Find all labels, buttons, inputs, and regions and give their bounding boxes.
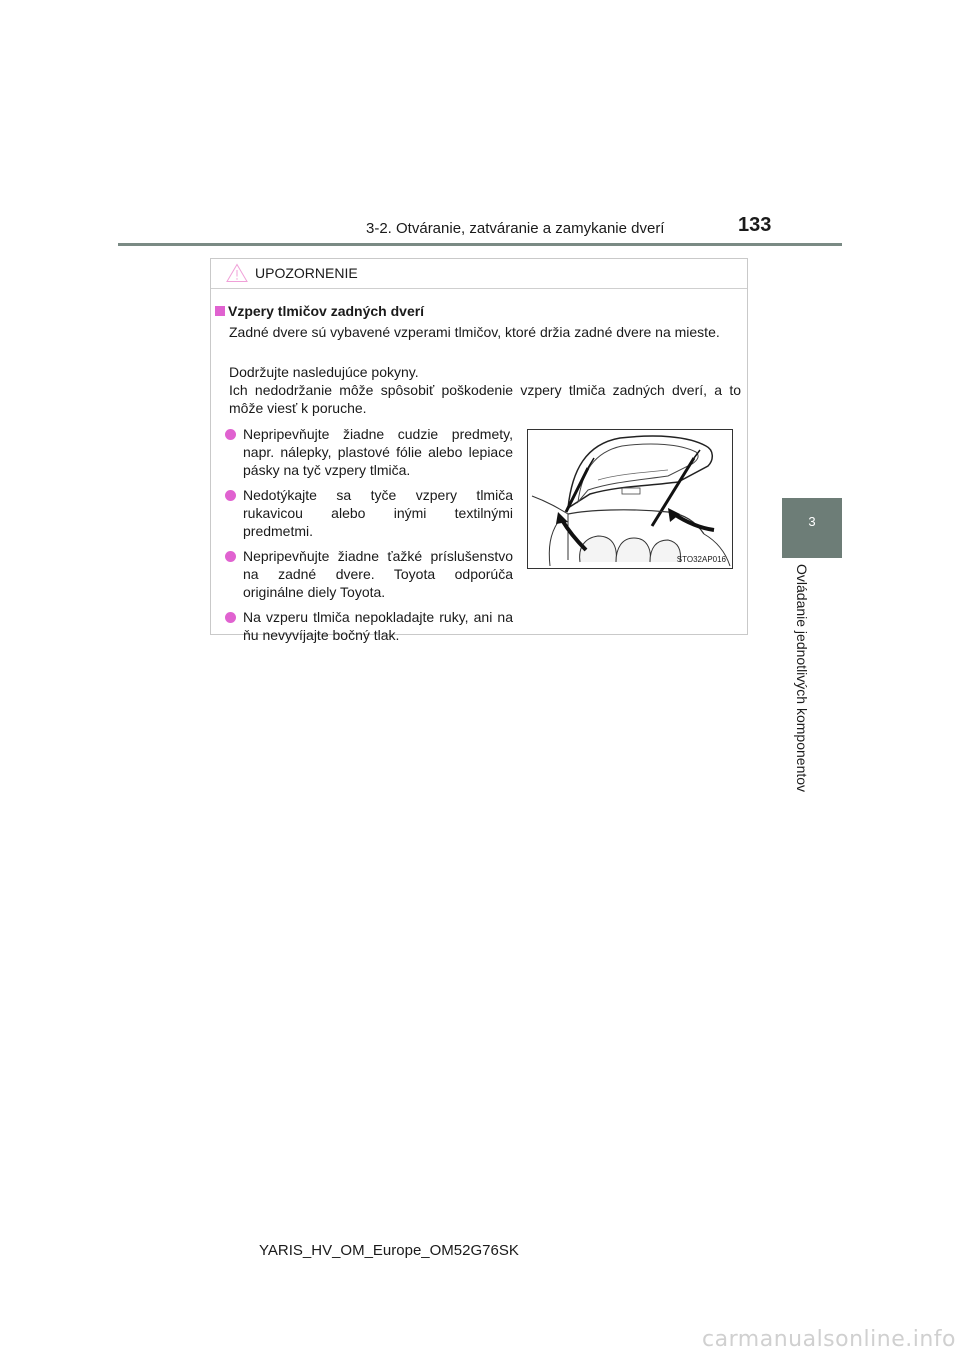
tailgate-strut-illustration	[527, 429, 733, 569]
list-item	[225, 486, 513, 540]
list-item	[225, 608, 513, 644]
consequence-paragraph: Ich nedodržanie môže spôsobiť poškodenie vzpery tlmiča zadných dverí, a to môže viesť k poruche.	[229, 382, 741, 416]
chapter-title-vertical: Ovládanie jednotlivých komponentov	[794, 564, 810, 793]
bullet-text: Na vzperu tlmiča nepokladajte ruky, ani na ňu nevyvíjajte bočný tlak.	[243, 609, 513, 643]
warning-triangle-icon	[226, 263, 248, 283]
heading-square-icon	[215, 306, 225, 316]
intro-paragraph: Zadné dvere sú vybavené vzperami tlmičov, ktoré držia zadné dvere na mieste.	[229, 324, 720, 340]
header-divider	[118, 243, 842, 246]
tailgate-drawing	[528, 430, 732, 568]
header-section-title: 3-2. Otváranie, zatváranie a zamykanie dverí	[366, 220, 665, 237]
bullet-text: Nepripevňujte žiadne ťažké príslušenstvo na zadné dvere. Toyota odporúča originálne diely Toyota.	[243, 548, 513, 600]
caution-box	[210, 258, 748, 643]
section-heading-text: Vzpery tlmičov zadných dverí	[228, 303, 425, 319]
instruction-paragraph: Dodržujte nasledujúce pokyny.	[229, 364, 419, 380]
bullet-text: Nedotýkajte sa tyče vzpery tlmiča rukavicou alebo inými textilnými predmetmi.	[243, 487, 513, 539]
bullet-dot-icon	[225, 429, 236, 440]
caution-header	[211, 259, 747, 289]
footer-document-code: YARIS_HV_OM_Europe_OM52G76SK	[259, 1242, 519, 1259]
chapter-tab: 3	[782, 498, 842, 558]
section-heading	[215, 303, 424, 319]
list-item	[225, 547, 513, 601]
watermark-text: carmanualsonline.info	[702, 1327, 956, 1352]
illustration-code: STO32AP016	[676, 555, 726, 564]
caution-bullet-list	[225, 425, 513, 651]
caution-label: UPOZORNENIE	[255, 265, 358, 281]
bullet-dot-icon	[225, 490, 236, 501]
bullet-dot-icon	[225, 612, 236, 623]
bullet-dot-icon	[225, 551, 236, 562]
list-item	[225, 425, 513, 479]
page-number: 133	[738, 214, 772, 236]
bullet-text: Nepripevňujte žiadne cudzie predmety, napr. nálepky, plastové fólie alebo lepiace pásky na tyč vzpery tlmiča.	[243, 426, 513, 478]
